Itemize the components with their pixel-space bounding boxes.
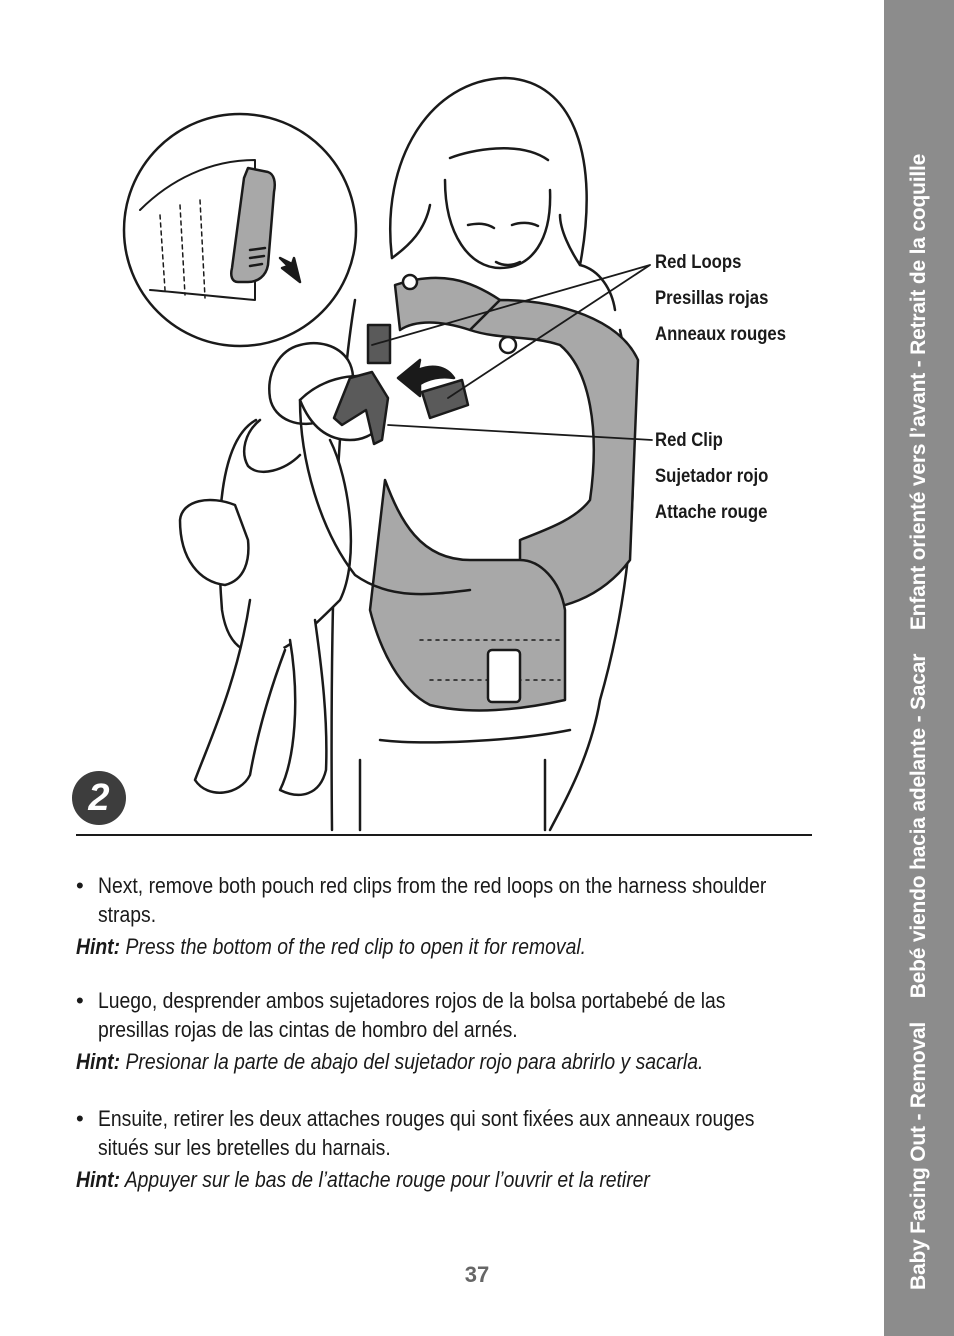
instruction-fr	[76, 1104, 836, 1194]
carrier-pouch	[370, 480, 565, 710]
hint-line	[76, 1165, 833, 1194]
red-loop-right	[422, 380, 468, 418]
hint-label: Hint:	[76, 1049, 121, 1074]
callout-clip-en: Red Clip	[655, 430, 723, 451]
instruction-es	[76, 986, 836, 1076]
step-number-badge: 2	[72, 771, 126, 825]
bullet-icon: •	[76, 988, 84, 1013]
callout-loops-en: Red Loops	[655, 252, 742, 273]
hint-line	[76, 1047, 833, 1076]
sidebar-title	[907, 136, 931, 1290]
instruction-text: Next, remove both pouch red clips from the red loops on the harness shoulder straps.	[98, 873, 767, 927]
callout-clip-fr: Attache rouge	[655, 502, 768, 523]
page-number: 37	[464, 1262, 490, 1287]
woman-hair	[390, 78, 586, 265]
divider-rule	[76, 834, 812, 836]
sidebar-title-fr: Enfant orienté vers l’avant - Retrait de la coquille	[907, 153, 930, 631]
buckle	[488, 650, 520, 702]
callout-loops-fr: Anneaux rouges	[655, 324, 787, 345]
hint-label: Hint:	[76, 1167, 121, 1192]
hint-label: Hint:	[76, 934, 121, 959]
instruction-text: Ensuite, retirer les deux attaches rouges qui sont fixées aux anneaux rouges situés sur les bretelles du harnais.	[98, 1106, 755, 1160]
hint-text: Presionar la parte de abajo del sujetador rojo para abrirlo y sacarla.	[125, 1049, 704, 1074]
callout-loops-es: Presillas rojas	[655, 288, 769, 309]
instruction-en	[76, 871, 836, 961]
red-loop-left	[368, 325, 390, 363]
callout-red-clip	[655, 423, 768, 531]
callout-clip-es: Sujetador rojo	[655, 466, 769, 487]
callout-red-loops	[655, 245, 786, 353]
instruction-text: Luego, desprender ambos sujetadores rojos de la bolsa portabebé de las presillas rojas de las cintas de hombro del arnés.	[98, 988, 726, 1042]
sidebar-title-en: Baby Facing Out - Removal	[907, 1021, 930, 1290]
clip-detail-inset	[124, 114, 356, 346]
bullet-icon: •	[76, 1106, 84, 1131]
hint-line	[76, 932, 833, 961]
sidebar-title-es: Bebé viendo hacia adelante - Sacar	[907, 653, 930, 999]
hint-text: Appuyer sur le bas de l’attache rouge pour l’ouvrir et la retirer	[124, 1167, 650, 1192]
woman-left-hand	[180, 500, 248, 585]
bullet-icon: •	[76, 873, 84, 898]
hint-text: Press the bottom of the red clip to open it for removal.	[125, 934, 587, 959]
